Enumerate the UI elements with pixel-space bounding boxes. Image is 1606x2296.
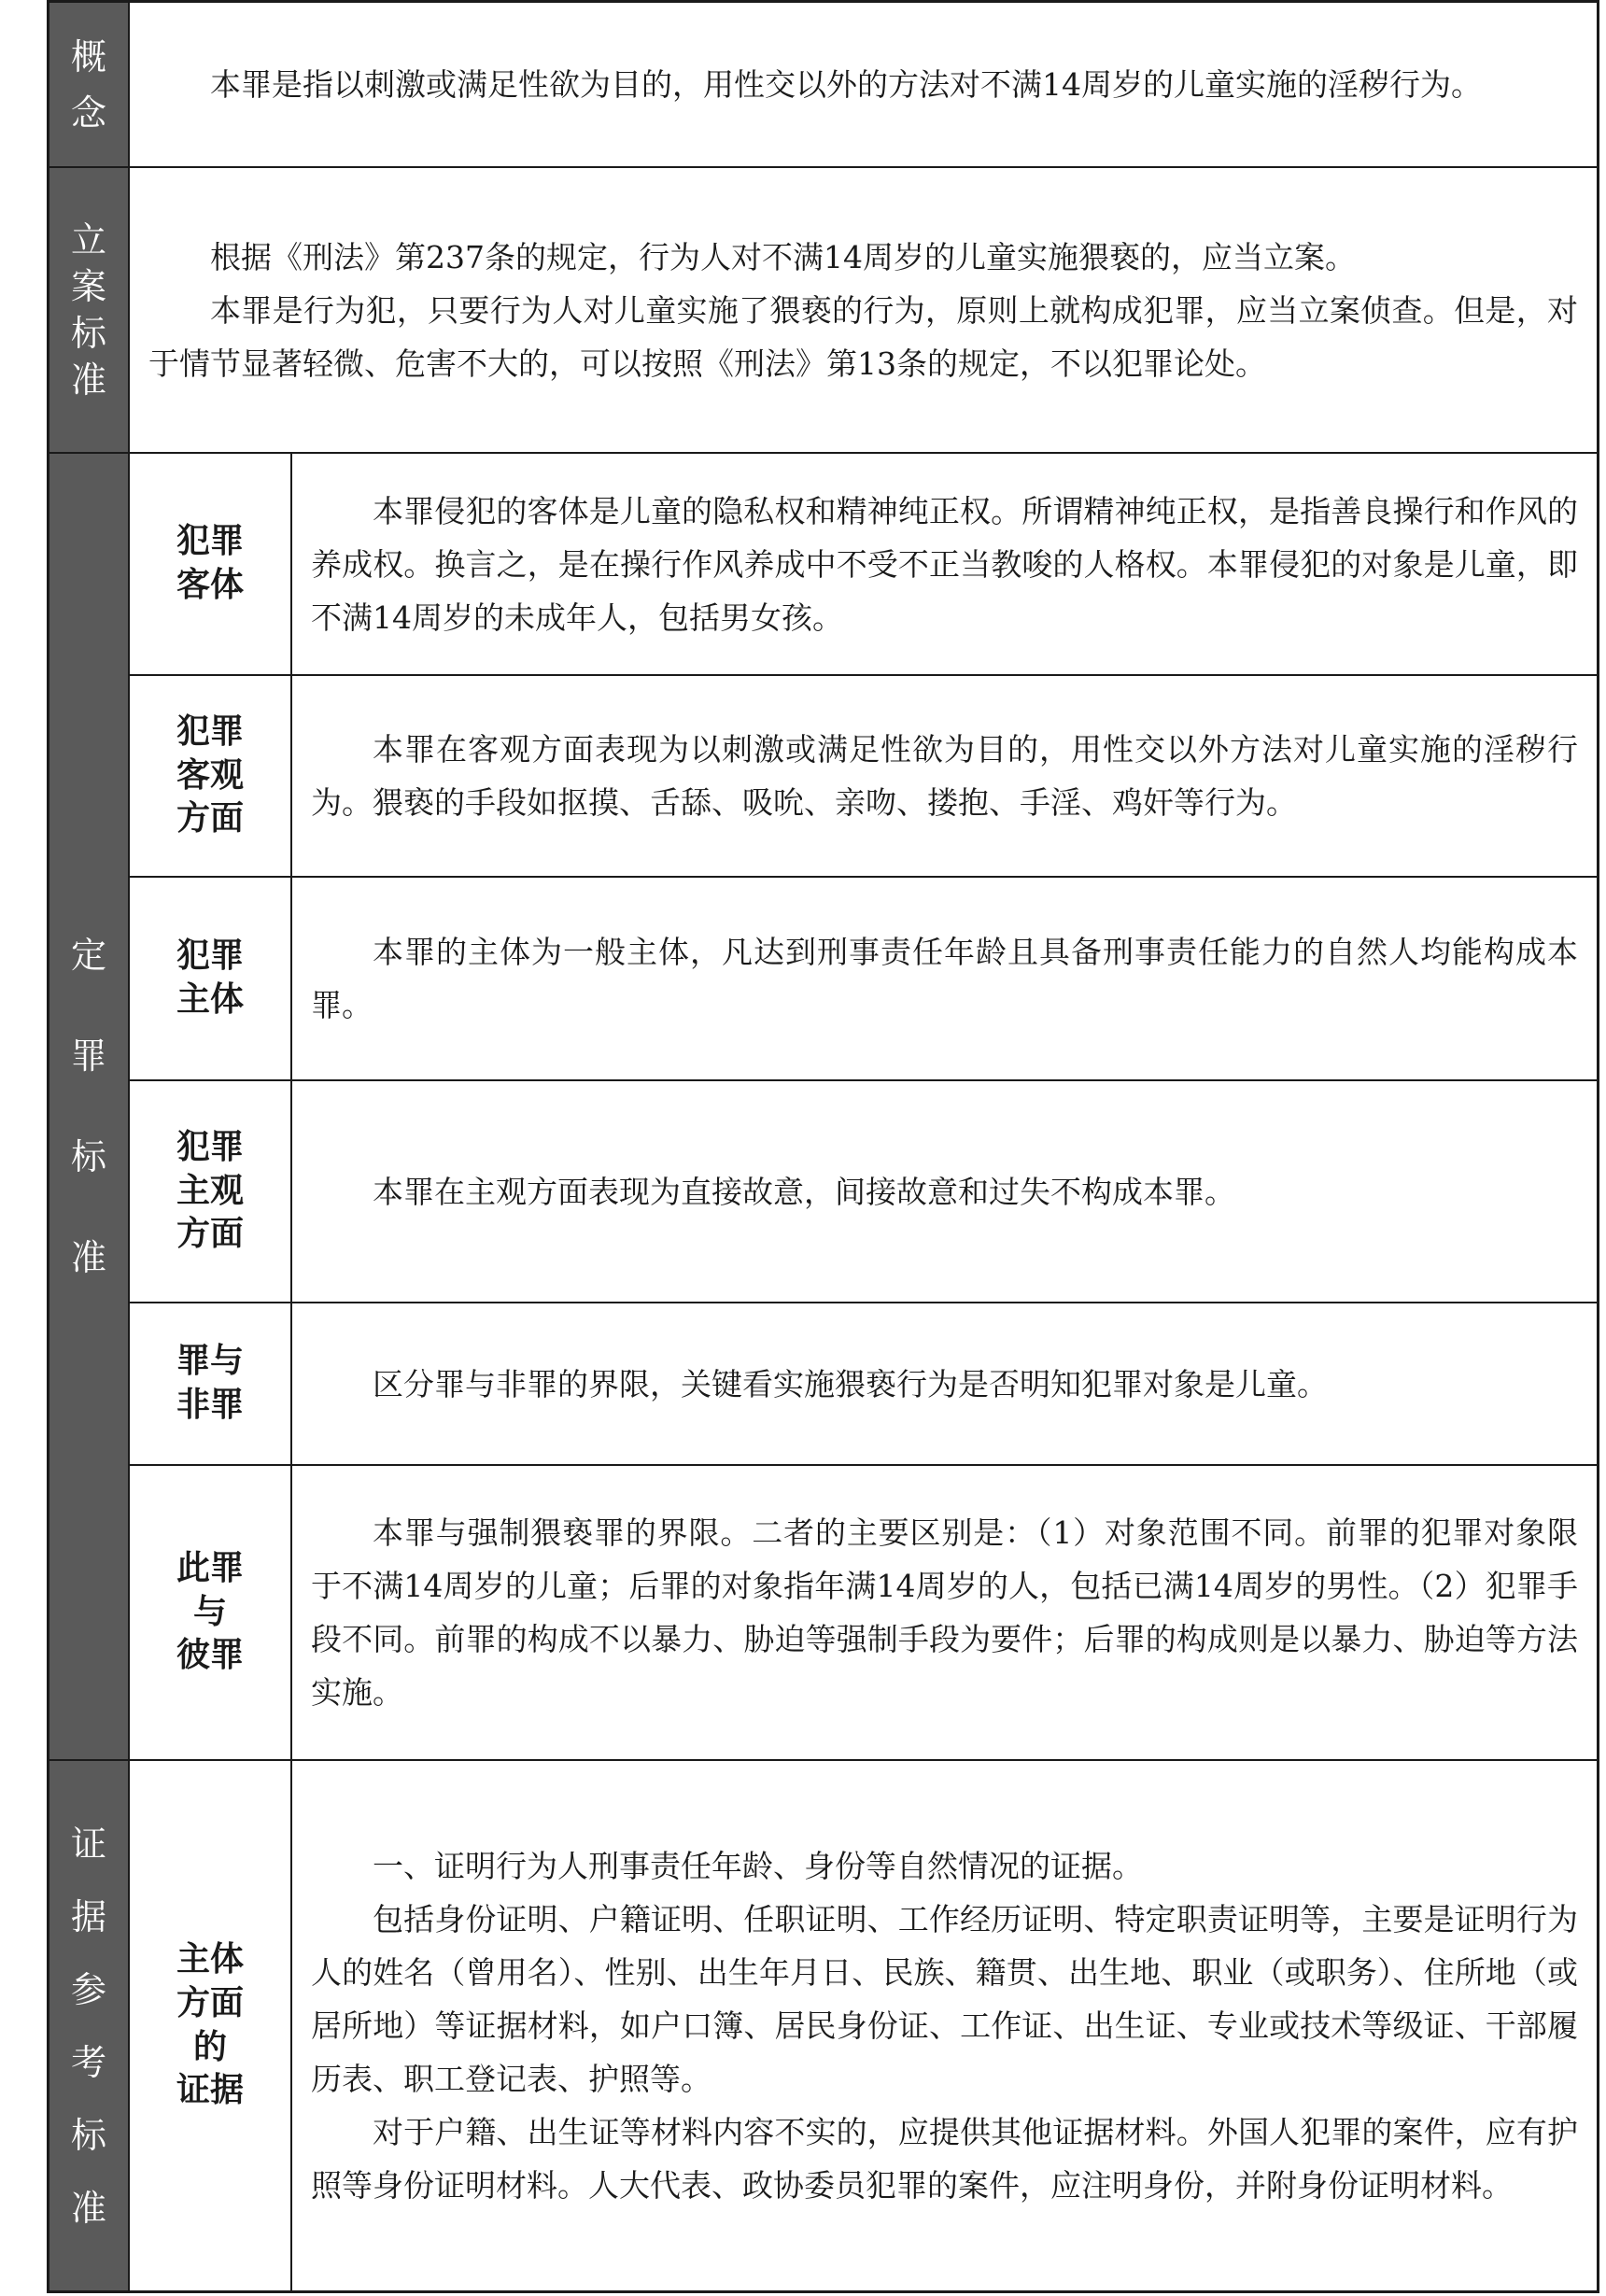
paragraph: 本罪是指以刺激或满足性欲为目的，用性交以外的方法对不满14周岁的儿童实施的淫秽行为。: [210, 66, 1482, 103]
paragraph: 一、证明行为人刑事责任年龄、身份等自然情况的证据。: [373, 1848, 1143, 1884]
label-line: 犯罪: [176, 522, 244, 561]
label-char: 准: [70, 1237, 106, 1278]
paragraph: 本罪侵犯的客体是儿童的隐私权和精神纯正权。所谓精神纯正权，是指善良操行和作风的养成权。换言之，是在操行作风养成中不受不正当教唆的人格权。本罪侵犯的对象是儿童，即不满14周岁的未成年人，包括男女孩。: [311, 492, 1578, 636]
subsection-text: [292, 676, 1597, 876]
paragraph: 包括身份证明、户籍证明、任职证明、工作经历证明、特定职责证明等，主要是证明行为人的姓名（曾用名）、性别、出生年月日、民族、籍贯、出生地、职业（或职务）、住所地（或居所地）等证据材料，如户口簿、居民身份证、工作证、出生证、专业或技术等级证、干部履历表、职工登记表、护照等。: [311, 1901, 1578, 2097]
label-line: 主体: [176, 980, 244, 1019]
label-line: 罪与: [176, 1342, 244, 1381]
subsection-text: [292, 1761, 1597, 2290]
section-label: [49, 1761, 130, 2290]
subsection-subject: [130, 878, 1597, 1081]
subsection-crime-or-not: [130, 1303, 1597, 1466]
label-char: 参: [70, 1968, 106, 2010]
subsection-text: [292, 878, 1597, 1079]
paragraph: 对于户籍、出生证等材料内容不实的，应提供其他证据材料。外国人犯罪的案件，应有护照等身份证明材料。人大代表、政协委员犯罪的案件，应注明身份，并附身份证明材料。: [311, 2114, 1578, 2204]
subsection-label: [130, 676, 292, 876]
label-line: 的: [192, 2027, 227, 2066]
label-line: 方面: [176, 1983, 244, 2022]
label-line: 主观: [176, 1171, 244, 1210]
paragraph: 本罪的主体为一般主体，凡达到刑事责任年龄且具备刑事责任能力的自然人均能构成本罪。: [311, 934, 1578, 1023]
subsection-text: [292, 1081, 1597, 1302]
subsection-list: [130, 1761, 1597, 2290]
section-evidence-standard: [47, 1761, 1599, 2293]
label-char: 念: [70, 92, 106, 134]
section-label: [49, 168, 130, 452]
label-line: 此罪: [176, 1548, 244, 1587]
section-label: [49, 454, 130, 1759]
subsection-text: [292, 1466, 1597, 1759]
subsection-label: [130, 1081, 292, 1302]
paragraph: 区分罪与非罪的界限，关键看实施猥亵行为是否明知犯罪对象是儿童。: [373, 1365, 1328, 1402]
label-line: 方面: [176, 1215, 244, 1254]
label-line: 犯罪: [176, 711, 244, 751]
label-char: 准: [70, 2187, 106, 2229]
subsection-text: [292, 1303, 1597, 1464]
subsection-label: [130, 1761, 292, 2290]
paragraph: 本罪与强制猥亵罪的界限。二者的主要区别是：（1）对象范围不同。前罪的犯罪对象限于不满14周岁的儿童；后罪的对象指年满14周岁的人，包括已满14周岁的男性。（2）犯罪手段不同。前罪的构成不以暴力、胁迫等强制手段为要件；后罪的构成则是以暴力、胁迫等方法实施。: [311, 1514, 1578, 1711]
label-char: 据: [70, 1895, 106, 1937]
section-label: [49, 3, 130, 166]
subsection-text: [292, 454, 1597, 674]
subsection-label: [130, 1466, 292, 1759]
subsection-objective-aspect: [130, 676, 1597, 878]
label-char: 标: [70, 313, 106, 354]
section-filing-standard: [47, 168, 1599, 454]
label-line: 非罪: [176, 1386, 244, 1424]
label-line: 证据: [176, 2071, 244, 2110]
label-line: 方面: [176, 799, 244, 838]
subsection-label: [130, 1303, 292, 1464]
paragraph: 本罪在主观方面表现为直接故意，间接故意和过失不构成本罪。: [373, 1173, 1235, 1210]
label-line: 主体: [176, 1939, 244, 1979]
paragraph: 本罪是行为犯，只要行为人对儿童实施了猥亵的行为，原则上就构成犯罪，应当立案侦查。但是，对于情节显著轻微、危害不大的，可以按照《刑法》第13条的规定，不以犯罪论处。: [148, 291, 1578, 382]
subsection-this-vs-other-crime: [130, 1466, 1597, 1759]
label-char: 考: [70, 2041, 106, 2083]
label-char: 标: [70, 2114, 106, 2156]
paragraph: 根据《刑法》第237条的规定，行为人对不满14周岁的儿童实施猥亵的，应当立案。: [210, 238, 1356, 275]
subsection-subjective-aspect: [130, 1081, 1597, 1303]
label-char: 立: [70, 219, 106, 261]
subsection-object: [130, 454, 1597, 676]
section-concept: [47, 0, 1599, 168]
subsection-label: [130, 878, 292, 1079]
subsection-subject-evidence: [130, 1761, 1597, 2290]
label-line: 客观: [176, 755, 244, 795]
label-char: 概: [70, 35, 106, 77]
paragraph: 本罪在客观方面表现为以刺激或满足性欲为目的，用性交以外方法对儿童实施的淫秽行为。猥亵的手段如抠摸、舌舔、吸吮、亲吻、搂抱、手淫、鸡奸等行为。: [311, 731, 1578, 821]
label-char: 定: [70, 935, 106, 976]
label-char: 案: [70, 266, 106, 307]
label-line: 彼罪: [176, 1636, 244, 1675]
section-conviction-standard: [47, 454, 1599, 1761]
section-body: [130, 3, 1597, 166]
subsection-list: [130, 454, 1597, 1759]
legal-standards-table: [47, 0, 1599, 2293]
label-char: 罪: [70, 1035, 106, 1077]
label-line: 犯罪: [176, 1127, 244, 1166]
section-body: [130, 168, 1597, 452]
label-char: 证: [70, 1823, 106, 1865]
label-line: 客体: [176, 566, 244, 604]
label-line: 与: [192, 1592, 227, 1631]
label-char: 标: [70, 1136, 106, 1177]
label-char: 准: [70, 359, 106, 401]
subsection-label: [130, 454, 292, 674]
label-line: 犯罪: [176, 937, 244, 976]
